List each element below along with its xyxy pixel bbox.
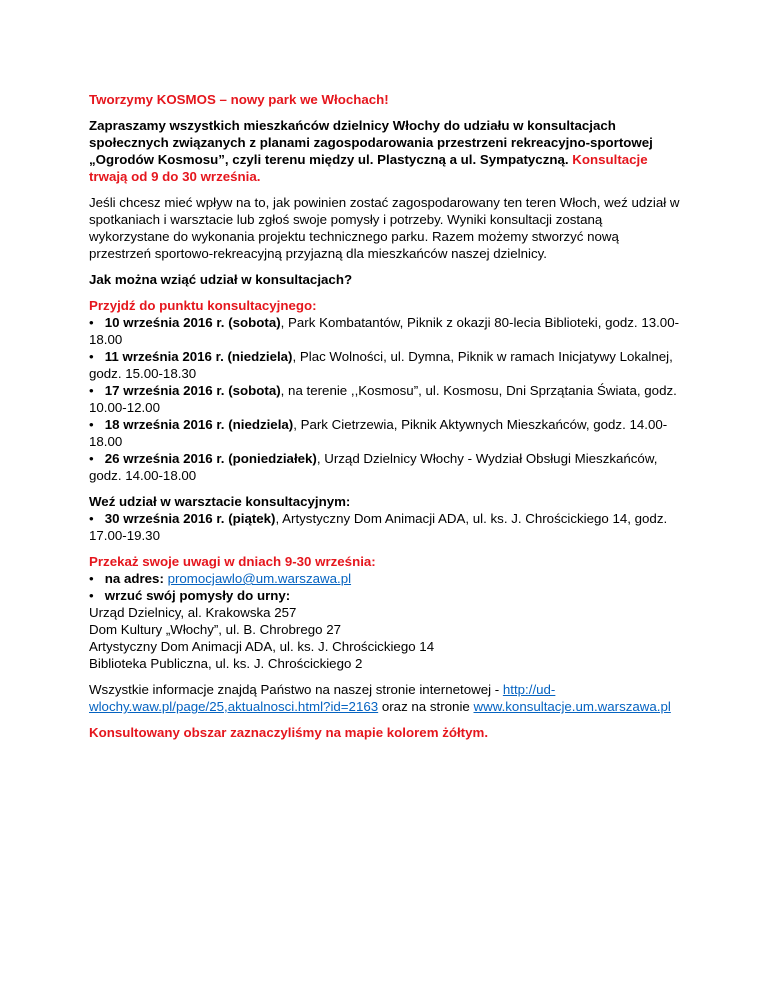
location-item: Dom Kultury „Włochy”, ul. B. Chrobrego 27 [89,622,341,637]
info-paragraph: Wszystkie informacje znajdą Państwo na naszej stronie internetowej - http://ud-wlochy.waw.pl/page/25,aktualnosci.html?id=2163 oraz na stronie www.konsultacje.um.warszawa.pl [89,682,671,714]
consultation-website-link[interactable]: www.konsultacje.um.warszawa.pl [473,699,671,714]
list-item: • 11 września 2016 r. (niedziela), Plac Wolności, ul. Dymna, Piknik w ramach Inicjatywy Lokalnej, godz. 15.00-18.30 [89,349,673,381]
list-item: • 18 września 2016 r. (niedziela), Park Cietrzewia, Piknik Aktywnych Mieszkańców, godz. 14.00-18.00 [89,417,668,449]
list-item: • wrzuć swój pomysły do urny: [89,588,291,603]
location-item: Urząd Dzielnicy, al. Krakowska 257 [89,605,297,620]
document-title: Tworzymy KOSMOS – nowy park we Włochach! [89,92,389,107]
document-body [89,91,681,750]
description-paragraph: Jeśli chcesz mieć wpływ na to, jak powinien zostać zagospodarowany ten teren Włoch, weź udział w spotkaniach i warsztacie lub zgłoś swoje pomysły i potrzeby. Wyniki konsultacji zostaną wykorzystane do wykonania projektu technicznego parku. Razem możemy stworzyć nową przestrzeń sportowo-rekreacyjną przyjazną dla mieszkańców naszej dzielnicy. [89,195,680,261]
list-item: • 17 września 2016 r. (sobota), na terenie ,,Kosmosu”, ul. Kosmosu, Dni Sprzątania Świata, godz. 10.00-12.00 [89,383,677,415]
points-heading: Przyjdź do punktu konsultacyjnego: [89,298,317,313]
list-item: • na adres: promocjawlo@um.warszawa.pl [89,571,352,586]
footer-note: Konsultowany obszar zaznaczyliśmy na mapie kolorem żółtym. [89,725,489,740]
district-website-link[interactable]: http://ud-wlochy.waw.pl/page/25,aktualnosci.html?id=2163 [89,682,556,714]
list-item: • 10 września 2016 r. (sobota), Park Kombatantów, Piknik z okazji 80-lecia Biblioteki, godz. 13.00-18.00 [89,315,680,347]
intro-highlight: Konsultacje trwają od 9 do 30 września. [89,152,648,184]
list-item: • 26 września 2016 r. (poniedziałek), Urząd Dzielnicy Włochy - Wydział Obsługi Mieszkańców, godz. 14.00-18.00 [89,451,658,483]
list-item: • 30 września 2016 r. (piątek), Artystyczny Dom Animacji ADA, ul. ks. J. Chrościckiego 14, godz. 17.00-19.30 [89,511,668,543]
location-item: Biblioteka Publiczna, ul. ks. J. Chrościckiego 2 [89,656,363,671]
comments-heading: Przekaż swoje uwagi w dniach 9-30 września: [89,554,376,569]
workshop-section [89,493,681,544]
location-item: Artystyczny Dom Animacji ADA, ul. ks. J. Chrościckiego 14 [89,639,435,654]
intro-text: Zapraszamy wszystkich mieszkańców dzielnicy Włochy do udziału w konsultacjach społecznych związanych z planami zagospodarowania przestrzeni rekreacyjno-sportowej „Ogrodów Kosmosu”, czyli terenu między ul. Plastyczną a ul. Sympatyczną. [89,118,653,167]
consultation-points [89,297,681,484]
comments-section [89,553,681,672]
email-link[interactable]: promocjawlo@um.warszawa.pl [167,571,352,586]
question-heading: Jak można wziąć udział w konsultacjach? [89,272,353,287]
workshop-heading: Weź udział w warsztacie konsultacyjnym: [89,494,351,509]
intro-paragraph [89,117,681,185]
